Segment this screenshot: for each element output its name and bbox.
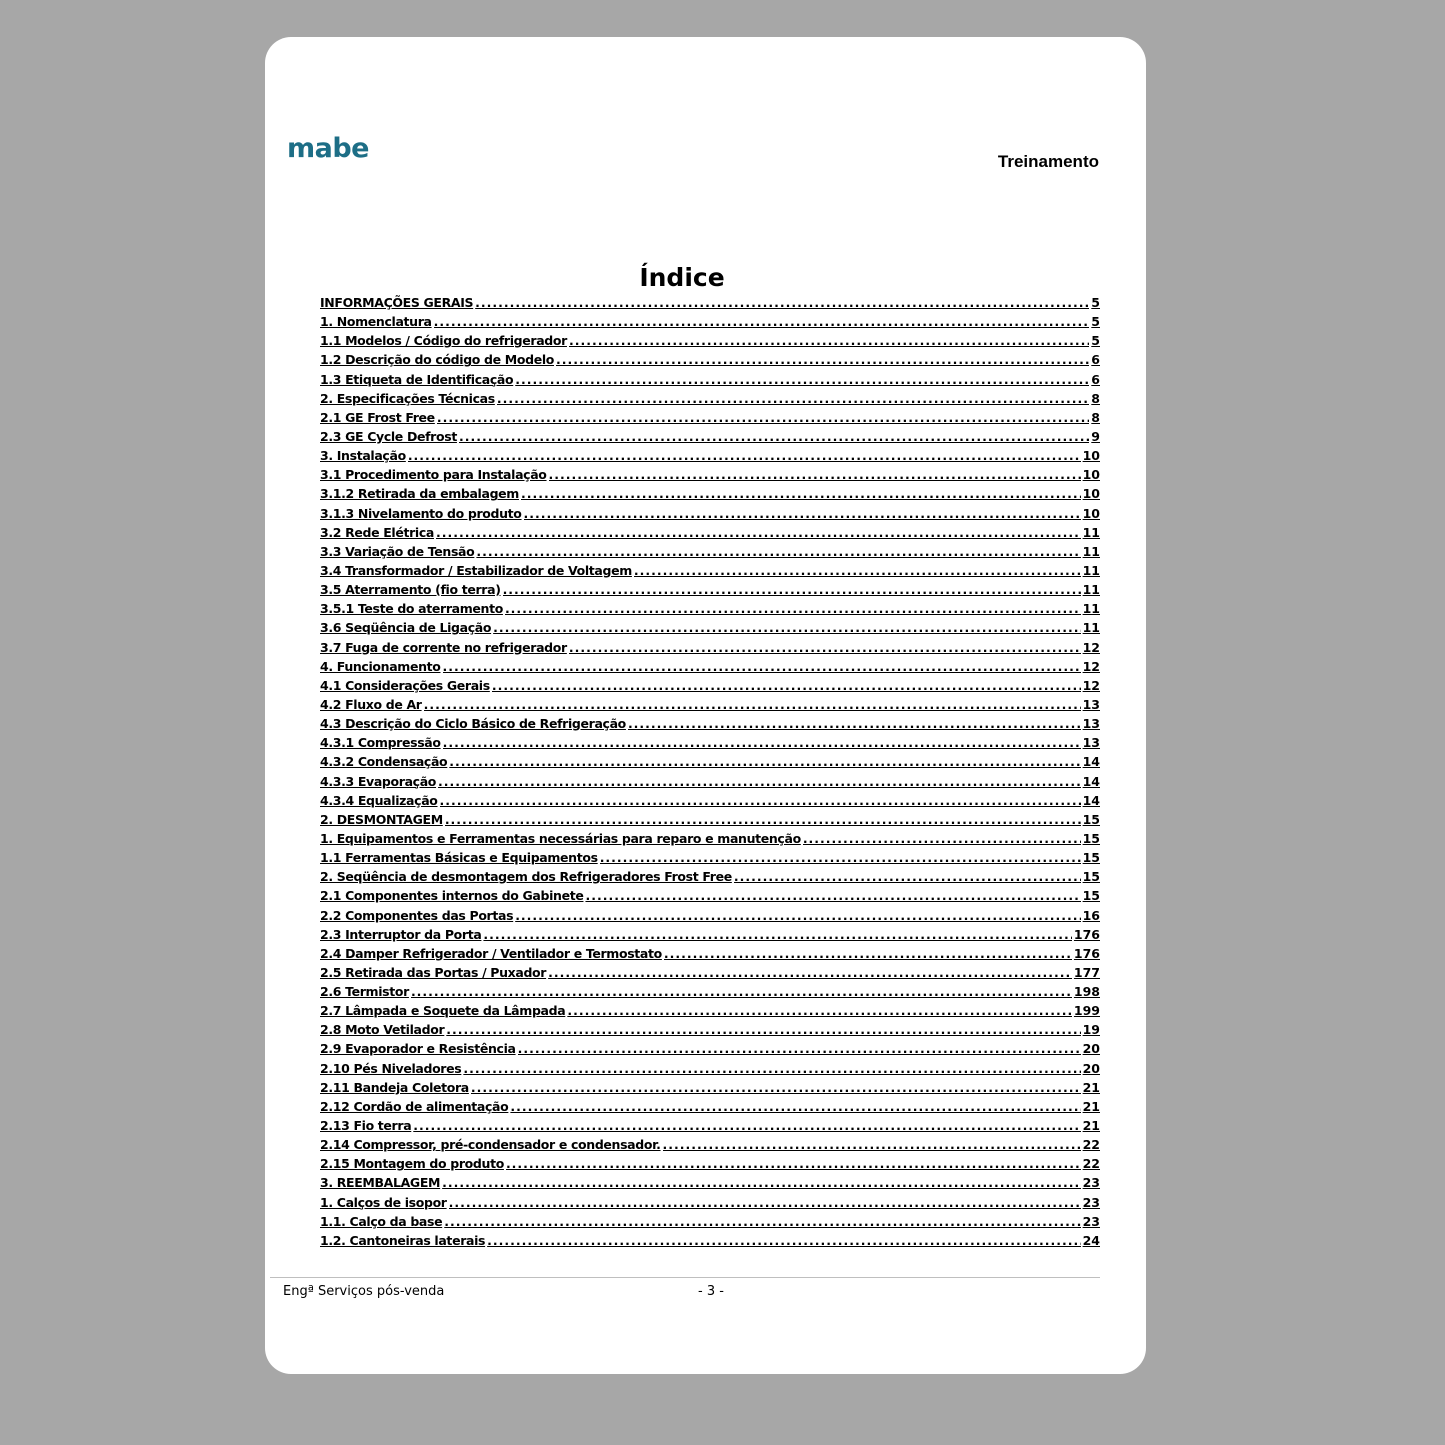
toc-entry[interactable] xyxy=(320,314,1100,333)
toc-entry-label: 2. DESMONTAGEM xyxy=(320,811,443,827)
toc-entry[interactable] xyxy=(320,831,1100,850)
toc-entry[interactable] xyxy=(320,908,1100,927)
toc-entry[interactable] xyxy=(320,1175,1100,1194)
toc-entry[interactable] xyxy=(320,888,1100,907)
toc-dot-leader xyxy=(569,333,1089,348)
toc-entry-label: 3.5.1 Teste do aterramento xyxy=(320,601,503,617)
toc-entry-label: 3.2 Rede Elétrica xyxy=(320,524,434,540)
toc-entry[interactable] xyxy=(320,582,1100,601)
toc-entry-label: 2.13 Fio terra xyxy=(320,1118,412,1134)
toc-entry[interactable] xyxy=(320,1061,1100,1080)
toc-dot-leader xyxy=(445,812,1081,827)
toc-entry-label: 1.1 Ferramentas Básicas e Equipamentos xyxy=(320,850,598,866)
toc-dot-leader xyxy=(483,927,1071,942)
toc-entry-label: 2.15 Montagem do produto xyxy=(320,1156,504,1172)
toc-entry[interactable] xyxy=(320,1214,1100,1233)
toc-entry[interactable] xyxy=(320,735,1100,754)
toc-entry[interactable] xyxy=(320,774,1100,793)
toc-entry[interactable] xyxy=(320,1003,1100,1022)
toc-dot-leader xyxy=(434,314,1090,329)
toc-entry[interactable] xyxy=(320,659,1100,678)
toc-entry-label: 2.8 Moto Vetilador xyxy=(320,1022,445,1038)
toc-entry-page: 176 xyxy=(1073,945,1100,961)
toc-entry-page: 12 xyxy=(1082,677,1100,693)
toc-dot-leader xyxy=(408,448,1081,463)
toc-entry-label: 3.3 Variação de Tensão xyxy=(320,543,475,559)
toc-entry-page: 6 xyxy=(1091,352,1100,368)
toc-entry-label: 3.4 Transformador / Estabilizador de Voltagem xyxy=(320,562,632,578)
toc-dot-leader xyxy=(569,640,1081,655)
toc-entry-page: 9 xyxy=(1091,428,1100,444)
toc-dot-leader xyxy=(664,946,1072,961)
toc-dot-leader xyxy=(556,352,1089,367)
toc-entry[interactable] xyxy=(320,697,1100,716)
toc-entry-label: 2.5 Retirada das Portas / Puxador xyxy=(320,964,547,980)
toc-entry-page: 8 xyxy=(1091,390,1100,406)
toc-entry-label: 3.1.2 Retirada da embalagem xyxy=(320,486,519,502)
toc-dot-leader xyxy=(424,697,1081,712)
toc-entry-label: 1.1. Calço da base xyxy=(320,1213,443,1229)
toc-dot-leader xyxy=(497,391,1089,406)
toc-entry-label: 4.3.4 Equalização xyxy=(320,792,438,808)
toc-entry-page: 11 xyxy=(1082,601,1100,617)
toc-entry[interactable] xyxy=(320,793,1100,812)
toc-entry-label: 3.5 Aterramento (fio terra) xyxy=(320,582,501,598)
toc-entry[interactable] xyxy=(320,1022,1100,1041)
toc-entry-label: 2.7 Lâmpada e Soquete da Lâmpada xyxy=(320,1003,566,1019)
footer-page-number: - 3 - xyxy=(698,1284,724,1299)
toc-entry-label: 2. Especificações Técnicas xyxy=(320,390,495,406)
toc-entry[interactable] xyxy=(320,927,1100,946)
toc-dot-leader xyxy=(440,793,1081,808)
toc-entry[interactable] xyxy=(320,869,1100,888)
toc-dot-leader xyxy=(443,735,1081,750)
toc-entry[interactable] xyxy=(320,295,1100,314)
toc-dot-leader xyxy=(549,467,1081,482)
toc-entry-page: 13 xyxy=(1082,716,1100,732)
toc-entry[interactable] xyxy=(320,352,1100,371)
toc-entry[interactable] xyxy=(320,1233,1100,1252)
toc-entry-label: 2.3 GE Cycle Defrost xyxy=(320,428,457,444)
toc-entry-page: 19 xyxy=(1082,1022,1100,1038)
toc-entry[interactable] xyxy=(320,1099,1100,1118)
toc-entry-page: 198 xyxy=(1073,984,1100,1000)
toc-entry-page: 14 xyxy=(1082,792,1100,808)
toc-entry-label: 4.3.2 Condensação xyxy=(320,754,448,770)
toc-entry-page: 11 xyxy=(1082,620,1100,636)
toc-entry-label: 3.1.3 Nivelamento do produto xyxy=(320,505,522,521)
toc-entry-label: 2.1 GE Frost Free xyxy=(320,409,435,425)
mabe-logo: mabe xyxy=(287,133,369,164)
toc-entry-label: 2.14 Compressor, pré-condensador e condensador. xyxy=(320,1137,661,1153)
toc-entry-label: 3.1 Procedimento para Instalação xyxy=(320,467,547,483)
toc-entry-page: 16 xyxy=(1082,907,1100,923)
toc-dot-leader xyxy=(567,1003,1072,1018)
toc-entry[interactable] xyxy=(320,1118,1100,1137)
toc-entry-label: 3.6 Seqüência de Ligação xyxy=(320,620,492,636)
toc-entry[interactable] xyxy=(320,678,1100,697)
toc-entry[interactable] xyxy=(320,984,1100,1003)
toc-dot-leader xyxy=(438,774,1081,789)
toc-entry[interactable] xyxy=(320,1137,1100,1156)
toc-entry-page: 10 xyxy=(1082,505,1100,521)
toc-entry-page: 15 xyxy=(1082,888,1100,904)
toc-entry[interactable] xyxy=(320,1195,1100,1214)
toc-entry-page: 23 xyxy=(1082,1213,1100,1229)
toc-dot-leader xyxy=(518,1041,1081,1056)
toc-dot-leader xyxy=(411,984,1072,999)
toc-entry[interactable] xyxy=(320,640,1100,659)
toc-entry[interactable] xyxy=(320,601,1100,620)
toc-dot-leader xyxy=(515,372,1089,387)
toc-entry-label: 2.3 Interruptor da Porta xyxy=(320,926,482,942)
toc-entry-page: 11 xyxy=(1082,543,1100,559)
document-page xyxy=(265,37,1146,1374)
toc-entry[interactable] xyxy=(320,467,1100,486)
toc-dot-leader xyxy=(449,754,1080,769)
toc-entry-label: 2.10 Pés Niveladores xyxy=(320,1060,462,1076)
toc-entry-page: 8 xyxy=(1091,409,1100,425)
toc-entry[interactable] xyxy=(320,716,1100,735)
toc-entry-page: 13 xyxy=(1082,735,1100,751)
toc-entry-page: 176 xyxy=(1073,926,1100,942)
toc-entry[interactable] xyxy=(320,1080,1100,1099)
toc-entry[interactable] xyxy=(320,448,1100,467)
toc-dot-leader xyxy=(413,1118,1080,1133)
toc-dot-leader xyxy=(505,601,1081,616)
toc-dot-leader xyxy=(600,850,1081,865)
toc-entry-label: 2.4 Damper Refrigerador / Ventilador e Termostato xyxy=(320,945,662,961)
toc-entry-page: 10 xyxy=(1082,467,1100,483)
toc-entry-page: 13 xyxy=(1082,696,1100,712)
toc-entry-page: 23 xyxy=(1082,1194,1100,1210)
toc-dot-leader xyxy=(493,620,1080,635)
toc-entry-page: 20 xyxy=(1082,1060,1100,1076)
toc-entry-label: 1. Calços de isopor xyxy=(320,1194,447,1210)
toc-entry-label: 4.1 Considerações Gerais xyxy=(320,677,490,693)
toc-entry-label: 4.3.3 Evaporação xyxy=(320,773,437,789)
toc-entry-page: 12 xyxy=(1082,639,1100,655)
toc-entry-page: 15 xyxy=(1082,811,1100,827)
toc-entry-label: 3.7 Fuga de corrente no refrigerador xyxy=(320,639,567,655)
toc-dot-leader xyxy=(437,410,1089,425)
toc-entry-label: INFORMAÇÕES GERAIS xyxy=(320,295,474,310)
toc-entry[interactable] xyxy=(320,391,1100,410)
toc-entry-label: 4. Funcionamento xyxy=(320,658,441,674)
toc-entry-page: 21 xyxy=(1082,1079,1100,1095)
toc-entry-label: 2.2 Componentes das Portas xyxy=(320,907,514,923)
toc-dot-leader xyxy=(803,831,1081,846)
toc-dot-leader xyxy=(459,429,1089,444)
toc-entry-label: 1.1 Modelos / Código do refrigerador xyxy=(320,333,567,349)
toc-entry-label: 4.2 Fluxo de Ar xyxy=(320,696,422,712)
toc-entry-label: 4.3.1 Compressão xyxy=(320,735,441,751)
toc-entry-page: 11 xyxy=(1082,524,1100,540)
toc-dot-leader xyxy=(506,1156,1081,1171)
toc-entry-label: 2.6 Termistor xyxy=(320,984,409,1000)
toc-entry-page: 14 xyxy=(1082,754,1100,770)
toc-entry[interactable] xyxy=(320,965,1100,984)
toc-entry-label: 2.1 Componentes internos do Gabinete xyxy=(320,888,584,904)
toc-dot-leader xyxy=(548,965,1072,980)
toc-entry[interactable] xyxy=(320,563,1100,582)
toc-entry[interactable] xyxy=(320,620,1100,639)
toc-dot-leader xyxy=(463,1061,1080,1076)
toc-entry-label: 1.2. Cantoneiras laterais xyxy=(320,1232,486,1248)
toc-entry[interactable] xyxy=(320,486,1100,505)
toc-entry-page: 15 xyxy=(1082,850,1100,866)
toc-entry-label: 1.3 Etiqueta de Identificação xyxy=(320,371,514,387)
toc-entry-page: 12 xyxy=(1082,658,1100,674)
toc-entry-page: 22 xyxy=(1082,1156,1100,1172)
toc-entry-label: 2.12 Cordão de alimentação xyxy=(320,1098,509,1114)
toc-dot-leader xyxy=(436,525,1081,540)
toc-entry-page: 21 xyxy=(1082,1098,1100,1114)
toc-entry-label: 3. REEMBALAGEM xyxy=(320,1175,441,1191)
toc-entry[interactable] xyxy=(320,812,1100,831)
toc-entry-page: 21 xyxy=(1082,1118,1100,1134)
toc-dot-leader xyxy=(510,1099,1080,1114)
toc-dot-leader xyxy=(442,1175,1080,1190)
table-of-contents xyxy=(320,295,1100,1252)
page-title: Índice xyxy=(639,263,725,292)
toc-entry[interactable] xyxy=(320,429,1100,448)
toc-entry-page: 11 xyxy=(1082,562,1100,578)
toc-dot-leader xyxy=(503,582,1081,597)
toc-dot-leader xyxy=(487,1233,1080,1248)
header-label: Treinamento xyxy=(997,152,1099,171)
toc-entry-page: 10 xyxy=(1082,486,1100,502)
toc-entry[interactable] xyxy=(320,1041,1100,1060)
toc-dot-leader xyxy=(444,1214,1080,1229)
toc-entry[interactable] xyxy=(320,754,1100,773)
toc-entry[interactable] xyxy=(320,946,1100,965)
toc-entry-page: 15 xyxy=(1082,869,1100,885)
toc-entry-label: 2. Seqüência de desmontagem dos Refrigeradores Frost Free xyxy=(320,869,732,885)
toc-dot-leader xyxy=(585,888,1080,903)
toc-dot-leader xyxy=(492,678,1081,693)
toc-entry[interactable] xyxy=(320,333,1100,352)
toc-entry[interactable] xyxy=(320,1156,1100,1175)
toc-dot-leader xyxy=(471,1080,1081,1095)
toc-entry-page: 5 xyxy=(1091,295,1100,310)
toc-entry[interactable] xyxy=(320,544,1100,563)
toc-entry-page: 11 xyxy=(1082,582,1100,598)
toc-entry-page: 177 xyxy=(1073,964,1100,980)
toc-entry-page: 20 xyxy=(1082,1041,1100,1057)
footer-department: Engª Serviços pós-venda xyxy=(283,1284,445,1299)
footer-divider xyxy=(270,1277,1100,1278)
toc-entry-label: 2.11 Bandeja Coletora xyxy=(320,1079,469,1095)
toc-entry-page: 15 xyxy=(1082,830,1100,846)
toc-entry-page: 14 xyxy=(1082,773,1100,789)
toc-entry-page: 22 xyxy=(1082,1137,1100,1153)
toc-entry-page: 5 xyxy=(1091,314,1100,330)
toc-entry-label: 1. Equipamentos e Ferramentas necessárias para reparo e manutenção xyxy=(320,830,801,846)
toc-entry-label: 2.9 Evaporador e Resistência xyxy=(320,1041,516,1057)
toc-entry-label: 1. Nomenclatura xyxy=(320,314,432,330)
toc-dot-leader xyxy=(634,563,1081,578)
toc-dot-leader xyxy=(515,908,1080,923)
toc-dot-leader xyxy=(521,486,1081,501)
toc-entry[interactable] xyxy=(320,372,1100,391)
toc-entry[interactable] xyxy=(320,850,1100,869)
toc-dot-leader xyxy=(449,1195,1081,1210)
toc-entry-page: 10 xyxy=(1082,448,1100,464)
toc-entry[interactable] xyxy=(320,506,1100,525)
toc-dot-leader xyxy=(524,506,1081,521)
toc-dot-leader xyxy=(475,295,1089,310)
toc-entry-page: 24 xyxy=(1082,1232,1100,1248)
toc-entry-label: 1.2 Descrição do código de Modelo xyxy=(320,352,554,368)
toc-entry-page: 199 xyxy=(1073,1003,1100,1019)
toc-dot-leader xyxy=(663,1137,1081,1152)
toc-entry[interactable] xyxy=(320,525,1100,544)
toc-dot-leader xyxy=(734,869,1081,884)
toc-entry-page: 5 xyxy=(1091,333,1100,349)
toc-entry[interactable] xyxy=(320,410,1100,429)
toc-entry-page: 23 xyxy=(1082,1175,1100,1191)
toc-dot-leader xyxy=(443,659,1081,674)
toc-entry-page: 6 xyxy=(1091,371,1100,387)
toc-dot-leader xyxy=(628,716,1081,731)
toc-entry-label: 3. Instalação xyxy=(320,448,406,464)
toc-dot-leader xyxy=(476,544,1080,559)
toc-entry-label: 4.3 Descrição do Ciclo Básico de Refrigeração xyxy=(320,716,626,732)
toc-dot-leader xyxy=(446,1022,1080,1037)
